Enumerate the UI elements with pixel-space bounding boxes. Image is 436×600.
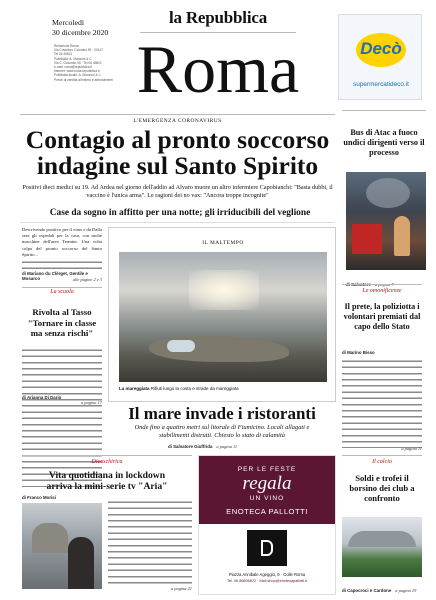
imprint-line: Prezzi di vendita all'estero e abbonamenti	[54, 77, 113, 82]
cinema-story	[22, 455, 192, 595]
maltempo-headline[interactable]: Il mare invade i ristoranti	[128, 404, 316, 423]
stadium-photo	[342, 517, 422, 577]
school-author: di Arianna Di Dario	[22, 395, 62, 400]
lead-authors: di Mariano du Clèrget, Gentile e Mosarco	[22, 271, 88, 281]
smoke-shape	[366, 178, 410, 208]
fire-truck-shape	[352, 224, 382, 254]
maltempo-pages[interactable]: a pagina 11	[216, 444, 238, 449]
school-headline[interactable]	[22, 307, 102, 339]
beach-image	[119, 252, 327, 382]
rule	[342, 110, 426, 111]
school-tag: La scuola	[50, 289, 74, 295]
text-block	[108, 499, 192, 585]
bus-headline[interactable]: Bus di Atac a fuoco undici dirigenti verso il processo	[343, 128, 425, 157]
ad-line2: regala	[242, 473, 292, 494]
headline-line: ma senza rischi"	[30, 328, 94, 338]
imprint-line: Via Cristoforo Colombo 90 · 00147	[54, 48, 104, 53]
day-name: Mercoledì	[52, 18, 85, 27]
maltempo-summary: Onde fino a quattro metri sul litorale di Fiumicino. Locali allagati e stabilimenti distrutti. Chiesto lo stato di calamità	[134, 424, 310, 440]
rule	[342, 284, 422, 285]
right-column	[342, 110, 426, 282]
solidarity-pages[interactable]: a pagina 11	[401, 446, 422, 451]
sun-glare	[189, 270, 259, 310]
rule	[342, 455, 422, 456]
cinema-pages[interactable]: a pagina 21	[171, 586, 192, 591]
rule	[22, 287, 102, 288]
ad-contacts: Tel. 06 86896872 · Mail shop@enotecapallotti.it	[226, 579, 308, 583]
lead-summary: Positivi dieci medici su 19. Ad Ardea nel giorno dell'addio ad Alvaro muore un altro infermiere Capobianchi: "Basta dubbi, il vaccino è l'unica arma". Le ragioni dei no vax: "Ancora troppe incognite"	[22, 184, 333, 199]
imprint-line: Internet: www.roma.repubblica.it	[54, 69, 100, 74]
lead-kicker: L'EMERGENZA CORONAVIRUS	[133, 118, 222, 124]
imprint-line: Redazione Roma	[54, 44, 79, 48]
enoteca-logo	[247, 530, 287, 566]
calcio-tag: Il calcio	[372, 459, 392, 465]
deco-url: supermercatideco.it	[353, 81, 409, 88]
maltempo-byline	[168, 435, 328, 453]
rule	[22, 455, 192, 456]
firefighter-shape	[394, 216, 410, 256]
headline-line: arriva la mini-serie tv "Aria"	[46, 481, 168, 492]
cinema-tag: Dicoschirica	[91, 459, 123, 465]
school-pages[interactable]: a pagina 17	[81, 400, 102, 405]
solidarity-headline[interactable]: Il prete, la poliziotta i volontari premiati dal capo dello Stato	[343, 302, 421, 331]
ad-line1: PER LE FESTE	[237, 466, 297, 473]
cinema-photo	[22, 503, 102, 589]
paper-name[interactable]: la Repubblica	[168, 8, 267, 27]
calcio-headline[interactable]: Soldi e trofei il borsino dei club a confronto	[349, 473, 415, 504]
imprint	[54, 44, 124, 82]
masthead	[0, 0, 436, 112]
lead-pages[interactable]: alle pagine 2 e 3	[72, 277, 102, 282]
ad-band	[199, 456, 335, 524]
lead-col-intro: Descrivendo positivo per il virus e da Dalla sera gli ospedali per la casa, con molte macchine dell'area Termini. Una volta colpa del pronto soccorso del Santo Spirito...	[22, 227, 102, 257]
ad-line3: UN VINO	[249, 495, 285, 502]
headline-line: "Tornare in classe	[27, 317, 97, 328]
castle-shape	[32, 523, 68, 553]
city-title: Roma	[136, 31, 300, 107]
calcio-author: di Capocroci e Cardone	[342, 588, 392, 593]
headline-line: Contagio al pronto soccorso	[25, 125, 330, 154]
edition-date	[52, 18, 122, 37]
maltempo-caption	[119, 386, 329, 391]
enoteca-logo-mark	[261, 540, 273, 556]
cinema-headline[interactable]	[22, 470, 192, 492]
rule	[20, 222, 335, 223]
solidarity-tag: Le omonificenze	[362, 288, 402, 294]
solidarity-author: di Marino Bisso	[342, 350, 375, 355]
caption-bold: La mareggiata	[119, 386, 150, 391]
headline-line: Vita quotidiana in lockdown	[48, 470, 166, 481]
stadium-roof-shape	[348, 531, 416, 547]
maltempo-author: di Salvatore Giuffrida	[168, 444, 213, 449]
text-block	[22, 259, 102, 269]
calcio-pages[interactable]: a pagina 19	[395, 588, 417, 593]
lead-headline[interactable]	[20, 127, 335, 179]
ad-address: Piazza Annibale Ageggio, 9 · Colle Roma	[228, 572, 306, 577]
imprint-line: Tel 06 49821	[54, 52, 73, 57]
cinema-author: di Franco Morisi	[22, 495, 56, 500]
imprint-line: Pubblicità: A. Manzoni & C.	[54, 56, 93, 61]
bus-fire-photo	[346, 172, 426, 270]
person-shape	[68, 537, 94, 589]
calcio-story	[342, 455, 422, 595]
imprint-line: e-mail: roma@repubblica.it	[54, 65, 93, 70]
lead-subtitle[interactable]: Case da sogno in affitto per una notte; gli irriducibili del veglione	[49, 208, 311, 218]
caption-text: Rifiuti lungo la costa e strade da mareggiata	[150, 386, 239, 391]
school-byline	[22, 395, 102, 405]
maltempo-tag: IL MALTEMPO	[202, 240, 244, 246]
headline-line: indagine sul Santo Spirito	[36, 151, 319, 180]
ad-brand: ENOTECA PALLOTTI	[226, 507, 308, 516]
imprint-line: Pubblicità locale: A. Manzoni & C.	[54, 73, 102, 78]
solidarity-story	[342, 284, 422, 452]
headline-line: Rivolta al Tasso	[32, 307, 92, 317]
deco-brand: Decò	[360, 39, 402, 58]
deco-ad[interactable]	[338, 14, 422, 100]
calcio-byline	[342, 579, 422, 597]
text-block	[342, 358, 422, 448]
bottle-shape	[167, 340, 195, 352]
imprint-line: Via C. Colombo 90 · Tel 06 49821	[54, 60, 102, 65]
maltempo-photo	[108, 227, 336, 402]
enoteca-ad[interactable]	[198, 455, 336, 595]
maltempo-story	[108, 227, 336, 449]
rule	[20, 114, 335, 115]
date: 30 dicembre 2020	[52, 27, 109, 37]
